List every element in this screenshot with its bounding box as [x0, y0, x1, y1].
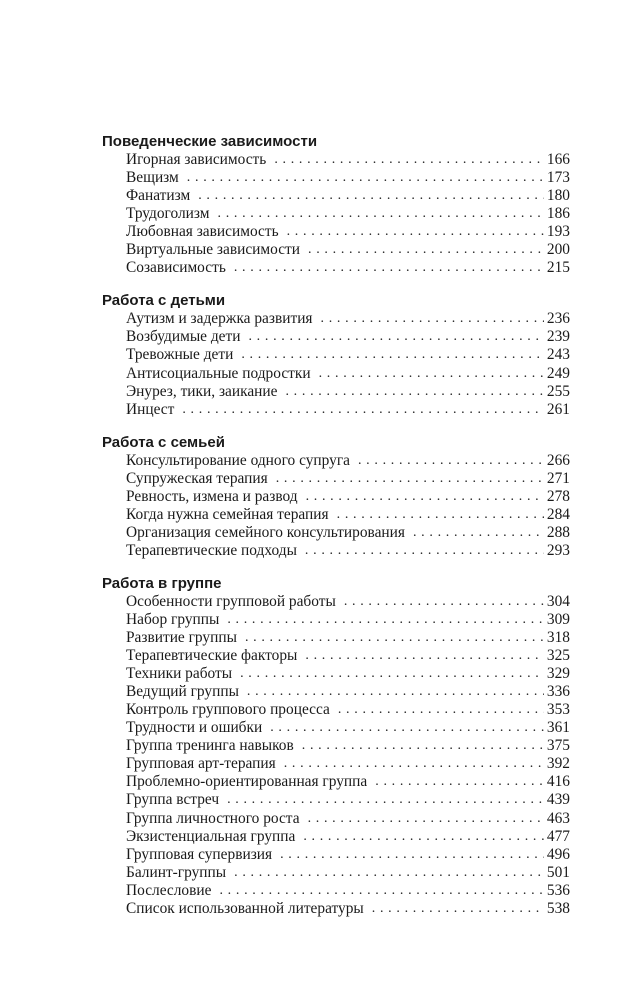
toc-entry [126, 241, 570, 259]
dot-leader [358, 452, 544, 470]
page-number: 353 [546, 701, 570, 719]
toc-entry [126, 593, 570, 611]
dot-leader [413, 524, 544, 542]
page-number: 180 [546, 187, 570, 205]
toc-entry [126, 665, 570, 683]
dot-leader [306, 488, 544, 506]
dot-leader [245, 629, 544, 647]
entry-title: Развитие группы [126, 629, 237, 647]
page-number: 266 [546, 451, 570, 469]
toc-section [102, 133, 570, 277]
dot-leader [218, 205, 544, 223]
dot-leader [308, 241, 544, 259]
toc-entry [126, 611, 570, 629]
entry-title: Проблемно-ориентированная группа [126, 773, 368, 791]
section-title: Работа с семьей [102, 433, 225, 451]
dot-leader [274, 151, 544, 169]
dot-leader [280, 846, 544, 864]
page-number: 236 [546, 310, 570, 328]
dot-leader [284, 755, 544, 773]
entry-title: Терапевтические подходы [126, 541, 297, 559]
dot-leader [247, 683, 544, 701]
dot-leader [319, 365, 544, 383]
page-number: 278 [546, 487, 570, 505]
entry-title: Игорная зависимость [126, 151, 267, 169]
toc-entry [126, 310, 570, 328]
page-number: 215 [546, 259, 570, 277]
dot-leader [234, 864, 544, 882]
page-number: 288 [546, 523, 570, 541]
entry-title: Группа личностного роста [126, 809, 300, 827]
dot-leader [187, 169, 544, 187]
toc-entry [126, 470, 570, 488]
page-number: 538 [546, 899, 570, 917]
dot-leader [303, 828, 544, 846]
page-number: 501 [546, 863, 570, 881]
toc-entry [126, 383, 570, 401]
dot-leader [302, 737, 544, 755]
toc-entry [126, 506, 570, 524]
entry-title: Консультирование одного супруга [126, 451, 350, 469]
dot-leader [219, 882, 543, 900]
entry-title: Любовная зависимость [126, 223, 279, 241]
page-number: 463 [546, 809, 570, 827]
entry-title: Созависимость [126, 259, 226, 277]
dot-leader [248, 328, 543, 346]
dot-leader [337, 506, 544, 524]
entry-title: Энурез, тики, заикание [126, 382, 278, 400]
page-number: 284 [546, 505, 570, 523]
page-number: 243 [546, 346, 570, 364]
dot-leader [198, 187, 544, 205]
entry-title: Возбудимые дети [126, 328, 241, 346]
entry-title: Трудности и ошибки [126, 719, 263, 737]
toc-entry [126, 629, 570, 647]
dot-leader [240, 665, 544, 683]
toc-entry [126, 187, 570, 205]
page-number: 166 [546, 151, 570, 169]
entry-title: Список использованной литературы [126, 899, 364, 917]
page-number: 477 [546, 827, 570, 845]
entry-title: Ревность, измена и развод [126, 487, 298, 505]
page-number: 173 [546, 169, 570, 187]
toc-entry [126, 452, 570, 470]
toc-entry [126, 900, 570, 918]
entry-title: Техники работы [126, 665, 233, 683]
section-title: Работа с детьми [102, 292, 226, 310]
dot-leader [308, 810, 544, 828]
page-number: 329 [546, 665, 570, 683]
toc-entry [126, 364, 570, 382]
entry-title: Послесловие [126, 881, 212, 899]
entry-title: Контроль группового процесса [126, 701, 330, 719]
dot-leader [305, 542, 544, 560]
entry-title: Группа тренинга навыков [126, 737, 294, 755]
page-number: 392 [546, 755, 570, 773]
toc-entry [126, 809, 570, 827]
toc-entry [126, 882, 570, 900]
entry-title: Трудоголизм [126, 205, 210, 223]
toc-entry [126, 719, 570, 737]
toc-entry [126, 151, 570, 169]
toc-entry [126, 773, 570, 791]
entry-title: Аутизм и задержка развития [126, 310, 313, 328]
entry-title: Супружеская терапия [126, 469, 268, 487]
page-number: 261 [546, 400, 570, 418]
toc-entry [126, 205, 570, 223]
page-number: 361 [546, 719, 570, 737]
entry-title: Терапевтические факторы [126, 647, 298, 665]
dot-leader [276, 470, 544, 488]
entry-title: Виртуальные зависимости [126, 241, 301, 259]
dot-leader [285, 383, 543, 401]
toc-entry [126, 755, 570, 773]
page-number: 193 [546, 223, 570, 241]
entry-title: Групповая супервизия [126, 845, 273, 863]
entry-title: Фанатизм [126, 187, 191, 205]
dot-leader [344, 593, 544, 611]
toc-entry [126, 524, 570, 542]
toc-section [102, 575, 570, 918]
entry-title: Набор группы [126, 610, 220, 628]
dot-leader [227, 611, 544, 629]
toc-entry [126, 169, 570, 187]
entry-title: Антисоциальные подростки [126, 364, 311, 382]
page-number: 336 [546, 683, 570, 701]
toc-entry [126, 223, 570, 241]
page-number: 186 [546, 205, 570, 223]
dot-leader [338, 701, 544, 719]
dot-leader [270, 719, 544, 737]
dot-leader [321, 310, 544, 328]
dot-leader [372, 900, 544, 918]
page-number: 255 [546, 382, 570, 400]
entry-title: Тревожные дети [126, 346, 234, 364]
page-number: 249 [546, 364, 570, 382]
entry-title: Вещизм [126, 169, 179, 187]
page-number: 309 [546, 610, 570, 628]
page-number: 375 [546, 737, 570, 755]
entry-title: Когда нужна семейная терапия [126, 505, 329, 523]
toc-entry [126, 401, 570, 419]
page-number: 293 [546, 541, 570, 559]
toc-entry [126, 542, 570, 560]
entry-title: Балинт-группы [126, 863, 227, 881]
toc-entry [126, 346, 570, 364]
toc-section [102, 434, 570, 560]
toc-entry [126, 846, 570, 864]
entry-title: Группа встреч [126, 791, 220, 809]
section-title: Работа в группе [102, 574, 222, 592]
page-number: 304 [546, 592, 570, 610]
dot-leader [305, 647, 544, 665]
page-number: 271 [546, 469, 570, 487]
dot-leader [375, 773, 544, 791]
page-number: 318 [546, 629, 570, 647]
dot-leader [234, 259, 544, 277]
toc-entry [126, 864, 570, 882]
page-number: 200 [546, 241, 570, 259]
toc-section [102, 292, 570, 418]
entry-title: Инцест [126, 400, 175, 418]
toc-entry [126, 701, 570, 719]
page-number: 325 [546, 647, 570, 665]
toc-entry [126, 683, 570, 701]
page-number: 536 [546, 881, 570, 899]
dot-leader [182, 401, 544, 419]
toc-entry [126, 488, 570, 506]
dot-leader [287, 223, 544, 241]
table-of-contents [102, 133, 570, 933]
dot-leader [227, 791, 544, 809]
toc-entry [126, 647, 570, 665]
page-number: 496 [546, 845, 570, 863]
toc-entry [126, 737, 570, 755]
toc-entry [126, 259, 570, 277]
entry-title: Особенности групповой работы [126, 592, 336, 610]
page-number: 439 [546, 791, 570, 809]
section-title: Поведенческие зависимости [102, 133, 318, 150]
page-number: 416 [546, 773, 570, 791]
page-number: 239 [546, 328, 570, 346]
dot-leader [241, 346, 544, 364]
toc-entry [126, 791, 570, 809]
entry-title: Групповая арт-терапия [126, 755, 276, 773]
entry-title: Организация семейного консультирования [126, 523, 405, 541]
entry-title: Экзистенциальная группа [126, 827, 296, 845]
toc-entry [126, 828, 570, 846]
toc-entry [126, 328, 570, 346]
entry-title: Ведущий группы [126, 683, 239, 701]
